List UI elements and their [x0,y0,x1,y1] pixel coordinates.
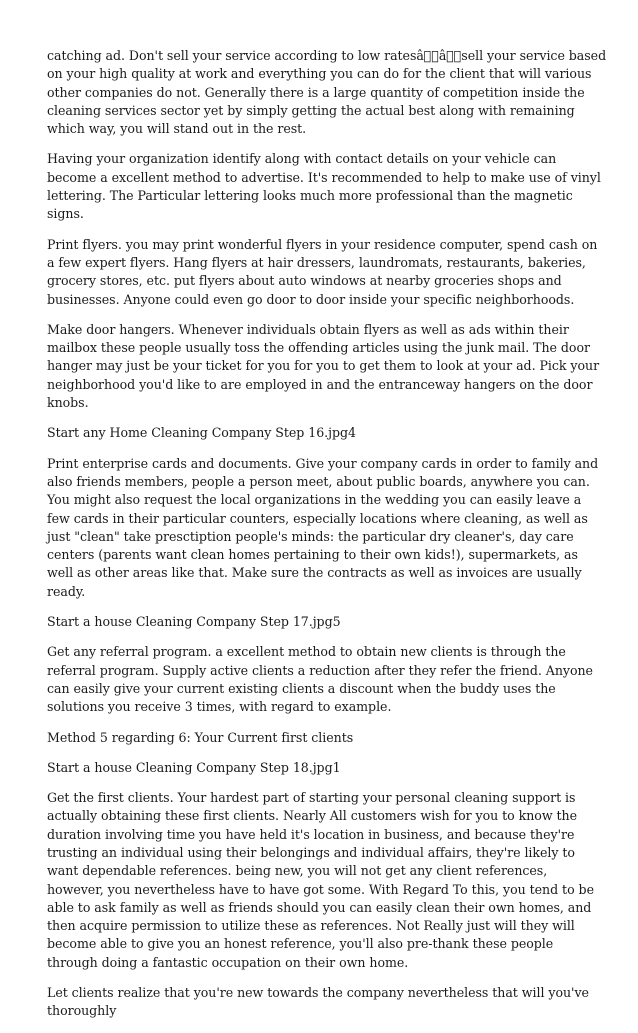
paragraph-3: Print flyers. you may print wonderful flyers in your residence computer, spend cash on a few expert flyers. Hang flyers at hair dressers, laundromats, restaurants, bakeries, grocery stores, etc. put flyers about auto windows at nearby groceries shops and businesses. Anyone could even go door to door inside your specific neighborhoods. [47,236,598,307]
document-page [47,0,607,1033]
paragraph-1: catching ad. Don't sell your service according to low ratesâ  â  sell your service based on your high quality at work and everything you can do for the client that will various other companies do not. Generally there is a large quantity of competition inside the cleaning services sector yet by simply getting the actual best along with remaining which way, you will stand out in the rest. [47,48,607,137]
paragraph-7: Get the first clients. Your hardest part of starting your personal cleaning support is actually obtaining these first clients. Nearly All customers wish for you to know the duration involving time you have held it's location in business, and because they're trusting an individual using their belongings and individual affairs, they're likely to want dependable references. being new, you will not get any client references, however, you nevertheless have to have got some. With Regard To this, you tend to be able to ask family as well as friends should you can easily clean their own homes, and then acquire permission to utilize these as references. Not Really just will they will become able to give you an honest reference, you'll also pre-thank these people through doing a fantastic occupation on their own home. [47,790,594,970]
section-heading-method-5: Method 5 regarding 6: Your Current first clients [47,729,354,745]
image-caption-17: Start a house Cleaning Company Step 17.jpg5 [47,614,341,630]
paragraph-5: Print enterprise cards and documents. Give your company cards in order to family and also friends members, people a person meet, about public boards, anywhere you can. You might also request the local organizations in the wedding you can easily leave a few cards in their particular counters, especially locations where cleaning, as well as just "clean" take presctiption people's minds: the particular dry cleaner's, day care centers (parents want clean homes pertaining to their own kids!), supermarkets, as well as other areas like that. Make sure the contracts as well as invoices are usually ready. [47,455,599,599]
paragraph-4: Make door hangers. Whenever individuals obtain flyers as well as ads within their mailbox these people usually toss the offending articles using the junk mail. The door hanger may just be your ticket for you for you to get them to look at your ad. Pick your neighborhood you'd like to are employed in and the entranceway hangers on the door knobs. [47,321,600,411]
paragraph-2: Having your organization identify along with contact details on your vehicle can become a excellent method to advertise. It's recommended to help to make use of vinyl lettering. The Particular lettering looks much more professional than the magnetic signs. [47,151,601,222]
image-caption-18: Start a house Cleaning Company Step 18.jpg1 [47,759,341,775]
paragraph-6: Get any referral program. a excellent method to obtain new clients is through the referral program. Supply active clients a reduction after they refer the friend. Anyone can easily give your current existing clients a discount when the buddy uses the solutions you receive 3 times, with regard to example. [47,644,593,715]
image-caption-16: Start any Home Cleaning Company Step 16.jpg4 [47,425,356,441]
paragraph-8: Let clients realize that you're new towards the company nevertheless that will you've thoroughly [47,985,589,1019]
